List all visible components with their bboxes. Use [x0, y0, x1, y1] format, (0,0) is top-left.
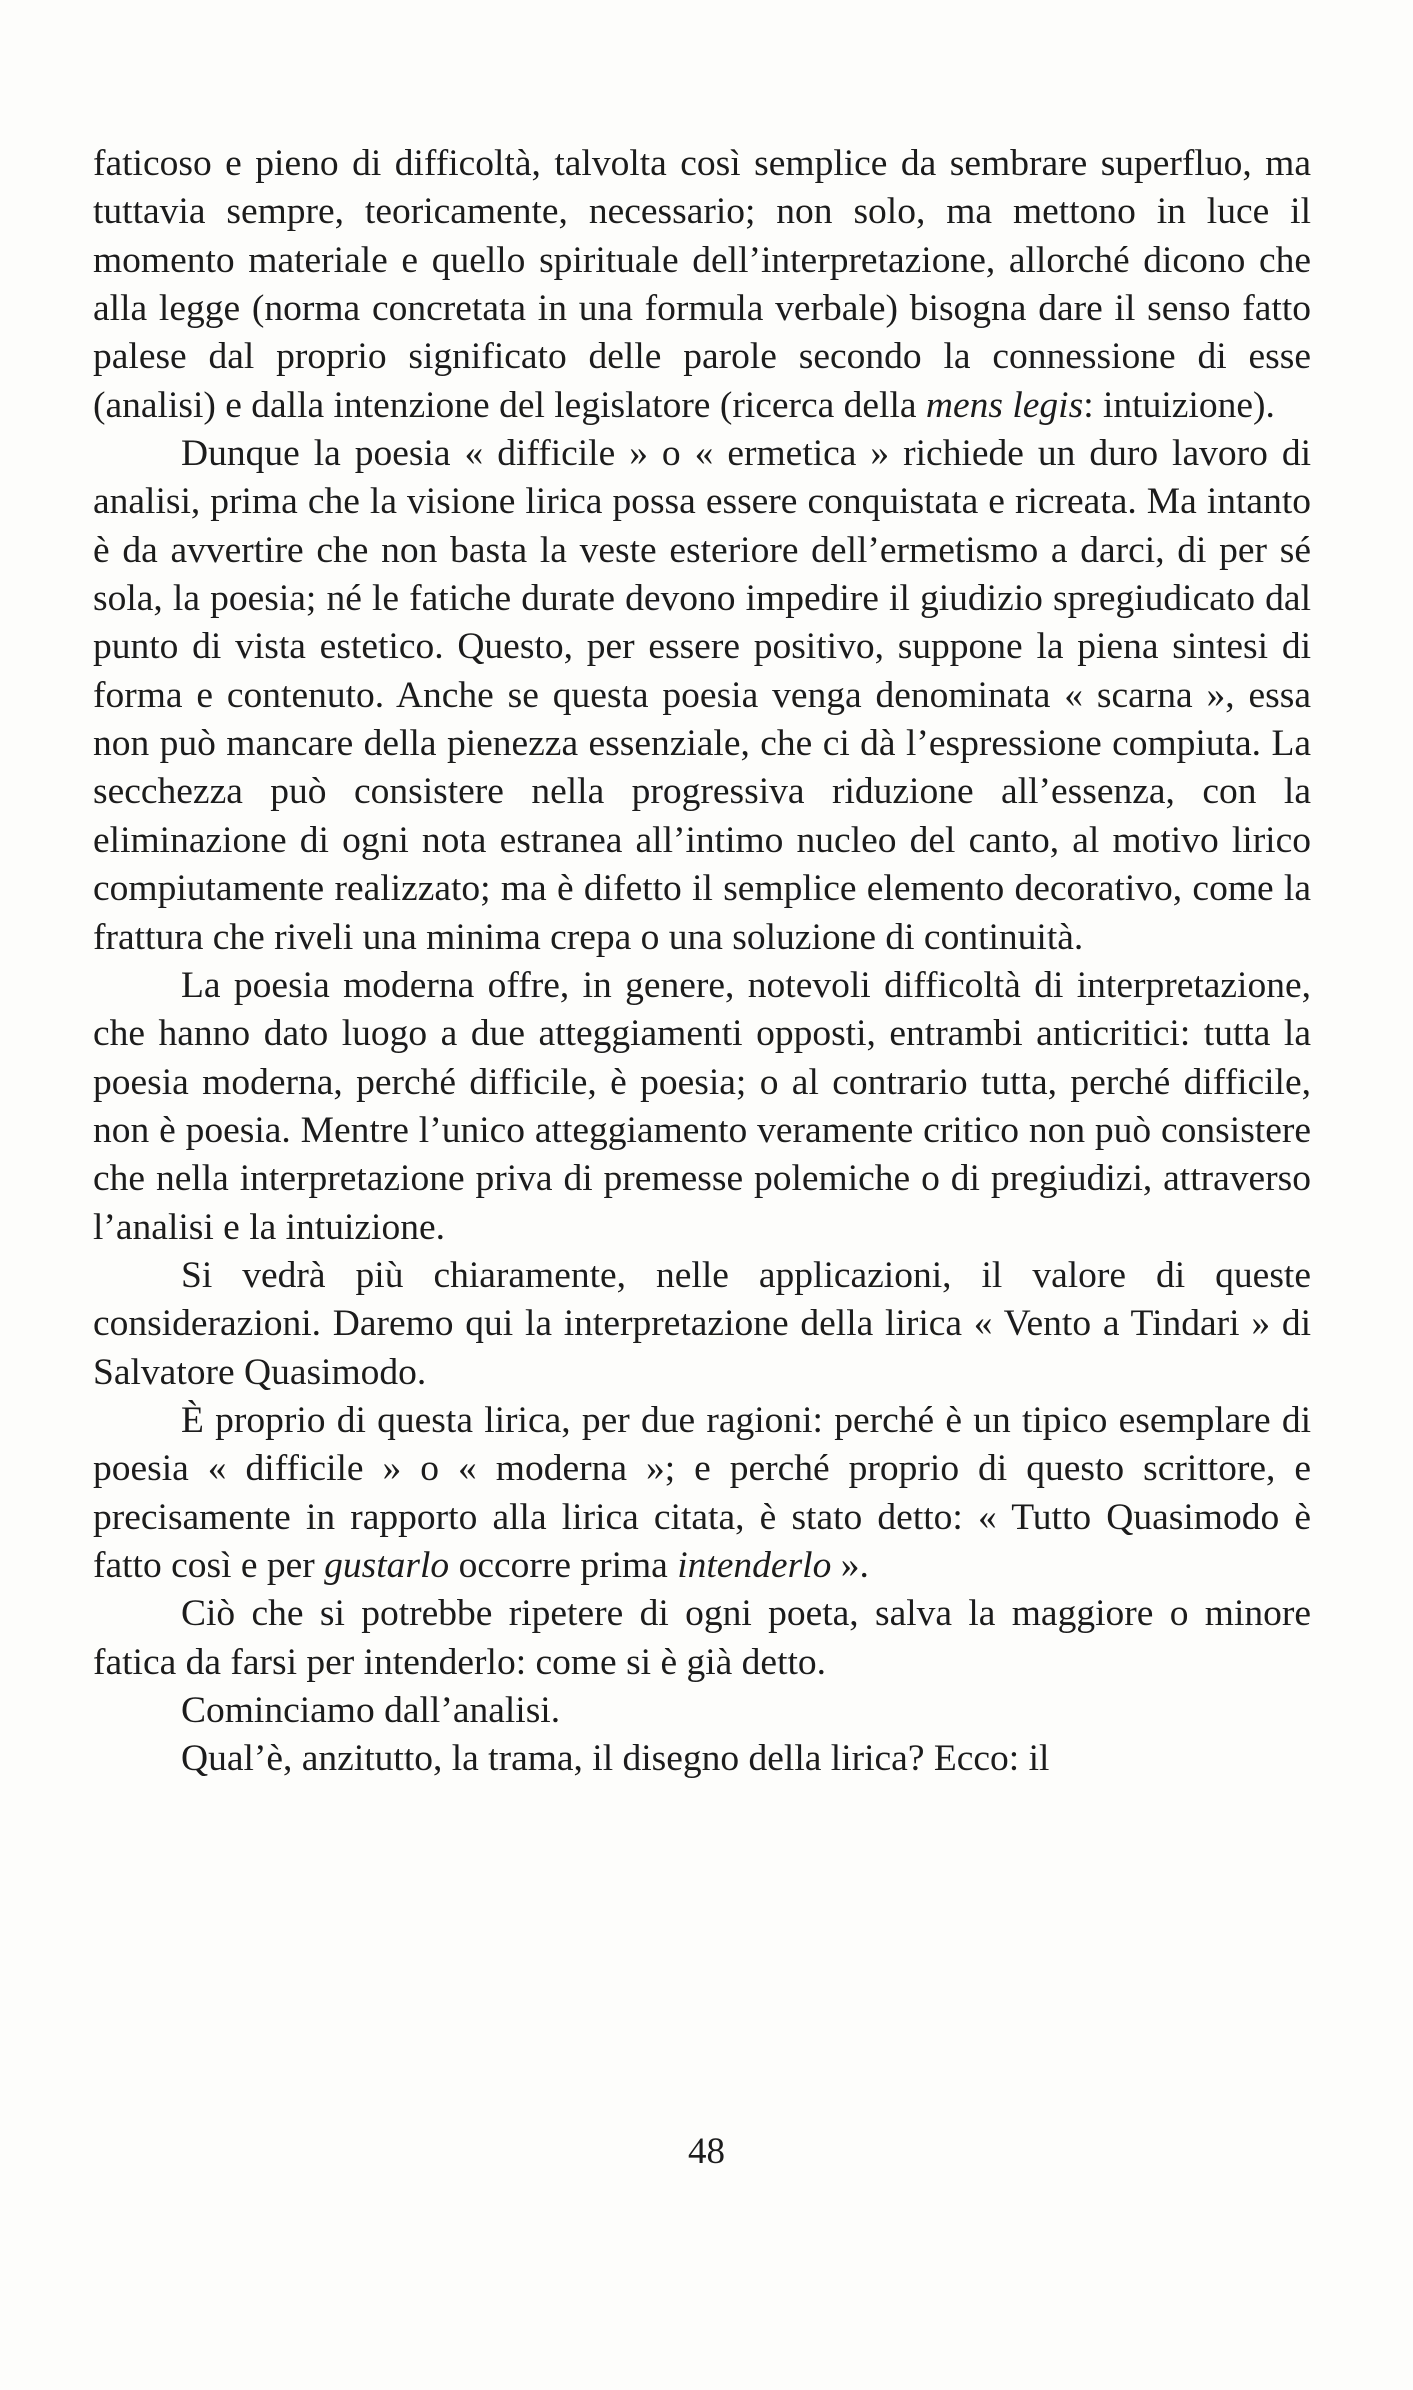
paragraph-8-text: Qual’è, anzitutto, la trama, il disegno della lirica? Ecco: il: [181, 1738, 1050, 1780]
paragraph-3: [93, 962, 1311, 1252]
paragraph-5-italic-gustarlo: gustarlo: [324, 1544, 450, 1586]
page-number: 48: [688, 2131, 725, 2172]
paragraph-5-text-c: ».: [831, 1544, 869, 1586]
paragraph-7: [93, 1687, 1311, 1735]
paragraph-2: [93, 430, 1311, 962]
paragraph-1-italic-mens-legis: mens legis: [925, 384, 1084, 426]
paragraph-6: [93, 1590, 1311, 1687]
paragraph-8: [93, 1735, 1311, 1783]
paragraph-3-text: La poesia moderna offre, in genere, notevoli difficoltà di interpretazione, che hanno dato luogo a due atteggiamenti opposti, entrambi anticritici: tutta la poesia moderna, perché difficile, è poesia; o al contrario tutta, perché difficile, non è poesia. Mentre l’unico atteggiamento veramente critico non può consistere che nella interpretazione priva di premesse polemiche o di pregiudizi, attraverso l’analisi e la intuizione.: [93, 964, 1311, 1248]
paragraph-5: [93, 1397, 1311, 1590]
paragraph-1-text-b: : intuizione).: [1083, 384, 1275, 426]
paragraph-1: [93, 140, 1311, 430]
paragraph-1-text-a: faticoso e pieno di difficoltà, talvolta così semplice da sembrare superfluo, ma tuttavia sempre, teoricamente, necessario; non solo, ma mettono in luce il momento materiale e quello spirituale dell’interpretazione, allorché dicono che alla legge (norma concretata in una formula verbale) bisogna dare il senso fatto palese dal proprio significato delle parole secondo la connessione di esse (analisi) e dalla intenzione del legislatore (ricerca della: [93, 143, 1311, 426]
paragraph-5-text-a: È proprio di questa lirica, per due ragioni: perché è un tipico esemplare di poesia « difficile » o « moderna »; e perché proprio di questo scrittore, e precisamente in rapporto alla lirica citata, è stato detto: « Tutto Quasimodo è fatto così e per: [93, 1399, 1311, 1586]
paragraph-4-text: Si vedrà più chiaramente, nelle applicazioni, il valore di queste considerazioni. Daremo qui la interpretazione della lirica « Vento a Tindari » di Salvatore Quasimodo.: [93, 1254, 1311, 1393]
body-text: [93, 140, 1311, 1784]
paragraph-7-text: Cominciamo dall’analisi.: [181, 1690, 561, 1731]
paragraph-5-italic-intenderlo: intenderlo: [677, 1544, 832, 1586]
paragraph-4: [93, 1252, 1311, 1397]
paragraph-6-text: Ciò che si potrebbe ripetere di ogni poeta, salva la maggiore o minore fatica da farsi per intenderlo: come si è già detto.: [93, 1593, 1311, 1683]
paragraph-2-text: Dunque la poesia « difficile » o « ermetica » richiede un duro lavoro di analisi, prima che la visione lirica possa essere conquistata e ricreata. Ma intanto è da avvertire che non basta la veste esteriore dell’ermetismo a darci, di per sé sola, la poesia; né le fatiche durate devono impedire il giudizio spregiudicato dal punto di vista estetico. Questo, per essere positivo, suppone la piena sintesi di forma e contenuto. Anche se questa poesia venga denominata « scarna », essa non può mancare della pienezza essenziale, che ci dà l’espressione compiuta. La secchezza può consistere nella progressiva riduzione all’essenza, con la eliminazione di ogni nota estranea all’intimo nucleo del canto, al motivo lirico compiutamente realizzato; ma è difetto il semplice elemento decorativo, come la frattura che riveli una minima crepa o una soluzione di continuità.: [93, 433, 1311, 958]
paragraph-5-text-b: occorre prima: [449, 1544, 678, 1586]
